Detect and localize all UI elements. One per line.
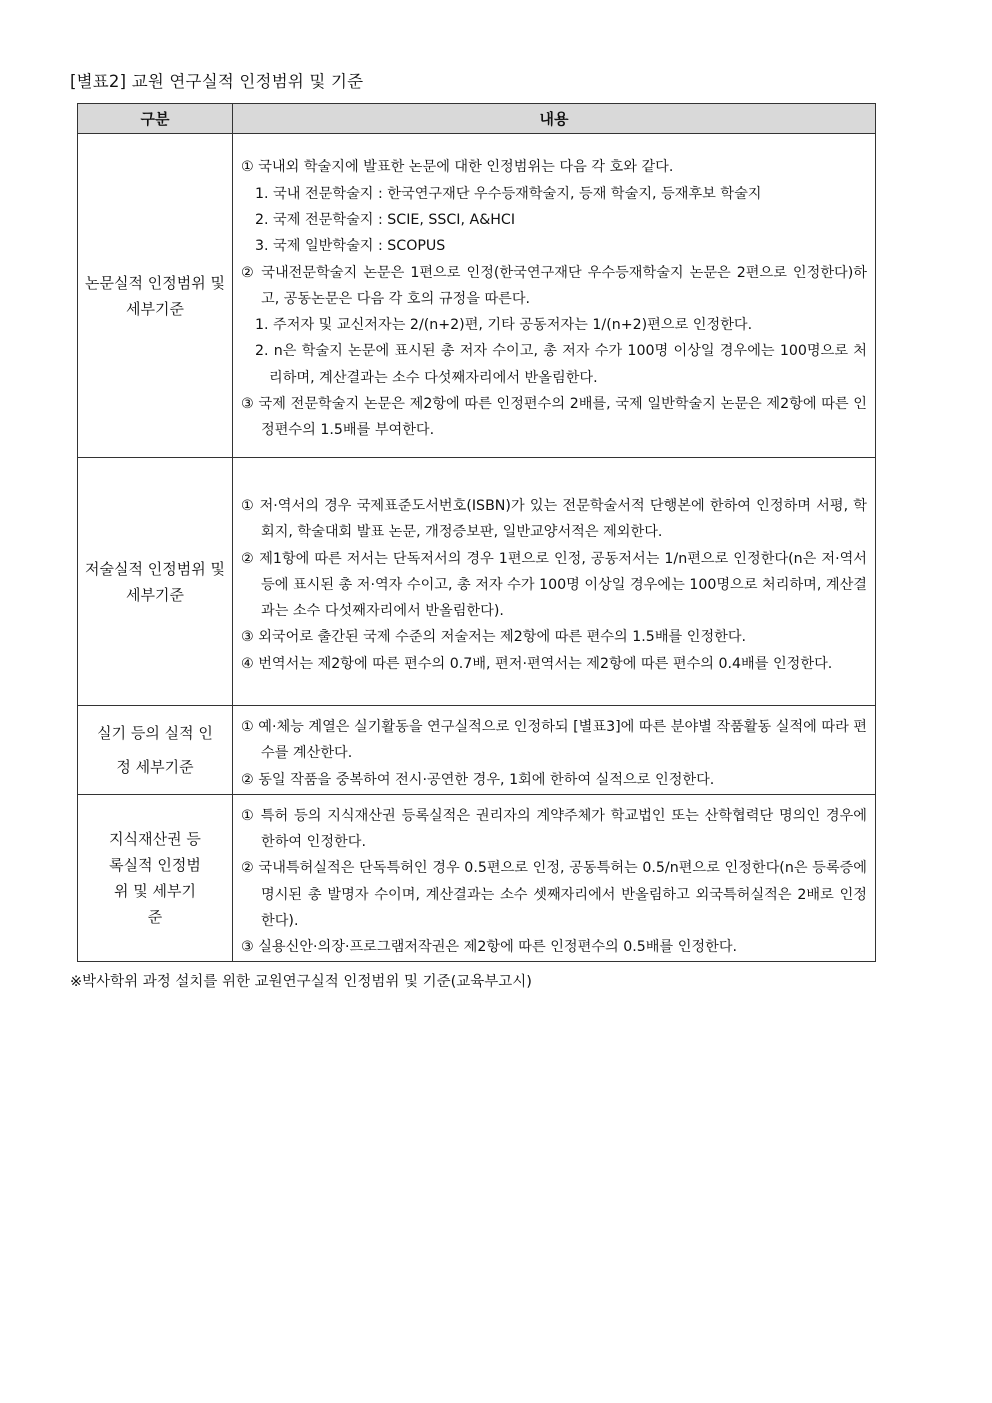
list-item: ③ 외국어로 출간된 국제 수준의 저술저는 제2항에 따른 편수의 1.5배를 인정한다. [241,629,747,646]
list-item: ④ 번역서는 제2항에 따른 편수의 0.7배, 편저·편역서는 제2항에 따른 편수의 0.4배를 인정한다. [241,655,833,672]
list-item: 2. 국제 전문학술지 : SCIE, SSCI, A&HCI [255,211,516,228]
row-content [233,795,876,962]
row-category [78,458,233,706]
row-content [233,706,876,795]
row-category [78,706,233,795]
list-item: ③ 실용신안·의장·프로그램저작권은 제2항에 따른 인정편수의 0.5배를 인정한다. [241,939,738,956]
footnote: ※박사학위 과정 설치를 위한 교원연구실적 인정범위 및 기준(교육부고시) [70,974,532,990]
list-item: 1. 주저자 및 교신저자는 2/(n+2)편, 기타 공동저자는 1/(n+2)편으로 인정한다. [255,317,753,334]
table-row [78,706,876,795]
header-category: 구분 [78,104,233,134]
row-category [78,134,233,458]
category-label: 실기 등의 실적 인정 세부기준 [97,724,213,776]
table-row [78,458,876,706]
list-item: ③ 국제 전문학술지 논문은 제2항에 따른 인정편수의 2배를, 국제 일반학술지 논문은 제2항에 따른 인정편수의 1.5배를 부여한다. [241,396,867,439]
list-item: ② 국내전문학술지 논문은 1편으로 인정(한국연구재단 우수등재학술지 논문은 2편으로 인정한다)하고, 공동논문은 다음 각 호의 규정을 따른다. [241,264,867,307]
list-item: ① 국내외 학술지에 발표한 논문에 대한 인정범위는 다음 각 호와 같다. [241,159,674,176]
list-item: 3. 국제 일반학술지 : SCOPUS [255,238,446,255]
list-item: ① 특허 등의 지식재산권 등록실적은 권리자의 계약주체가 학교법인 또는 산학협력단 명의인 경우에 한하여 인정한다. [241,807,867,850]
list-item: 1. 국내 전문학술지 : 한국연구재단 우수등재학술지, 등재 학술지, 등재후보 학술지 [255,185,762,202]
category-label: 저술실적 인정범위 및 세부기준 [85,559,225,604]
category-label: 지식재산권 등록실적 인정범위 및 세부기준 [109,830,201,926]
header-content: 내용 [233,104,876,134]
table-header-row [78,104,876,134]
list-item: ① 저·역서의 경우 국제표준도서번호(ISBN)가 있는 전문학술서적 단행본에 한하여 인정하며 서평, 학회지, 학술대회 발표 논문, 개정증보판, 일반교양서적은 제외한다. [241,497,867,541]
criteria-table [77,103,876,962]
table-row [78,795,876,962]
list-item: ① 예·체능 계열은 실기활동을 연구실적으로 인정하되 [별표3]에 따른 분야별 작품활동 실적에 따라 편수를 계산한다. [241,719,867,762]
row-content [233,458,876,706]
category-label: 논문실적 인정범위 및 세부기준 [85,273,225,318]
row-category [78,795,233,962]
list-item: ② 동일 작품을 중복하여 전시·공연한 경우, 1회에 한하여 실적으로 인정한다. [241,771,715,788]
table-row [78,134,876,458]
row-content [233,134,876,458]
list-item: 2. n은 학술지 논문에 표시된 총 저자 수이고, 총 저자 수가 100명 이상일 경우에는 100명으로 처리하며, 계산결과는 소수 다섯째자리에서 반올림한다. [255,343,867,386]
page-title: [별표2] 교원 연구실적 인정범위 및 기준 [70,72,364,91]
list-item: ② 국내특허실적은 단독특허인 경우 0.5편으로 인정, 공동특허는 0.5/n편으로 인정한다(n은 등록증에 명시된 총 발명자 수이며, 계산결과는 소수 셋째자리에서 반올림하고 외국특허실적은 2배로 인정한다). [241,860,867,929]
list-item: ② 제1항에 따른 저서는 단독저서의 경우 1편으로 인정, 공동저서는 1/n편으로 인정한다(n은 저·역서 등에 표시된 총 저·역자 수이고, 총 저자 수가 100명 이상일 경우에는 100명으로 처리하며, 계산결과는 소수 다섯째자리에서 반올림한다). [241,550,867,620]
